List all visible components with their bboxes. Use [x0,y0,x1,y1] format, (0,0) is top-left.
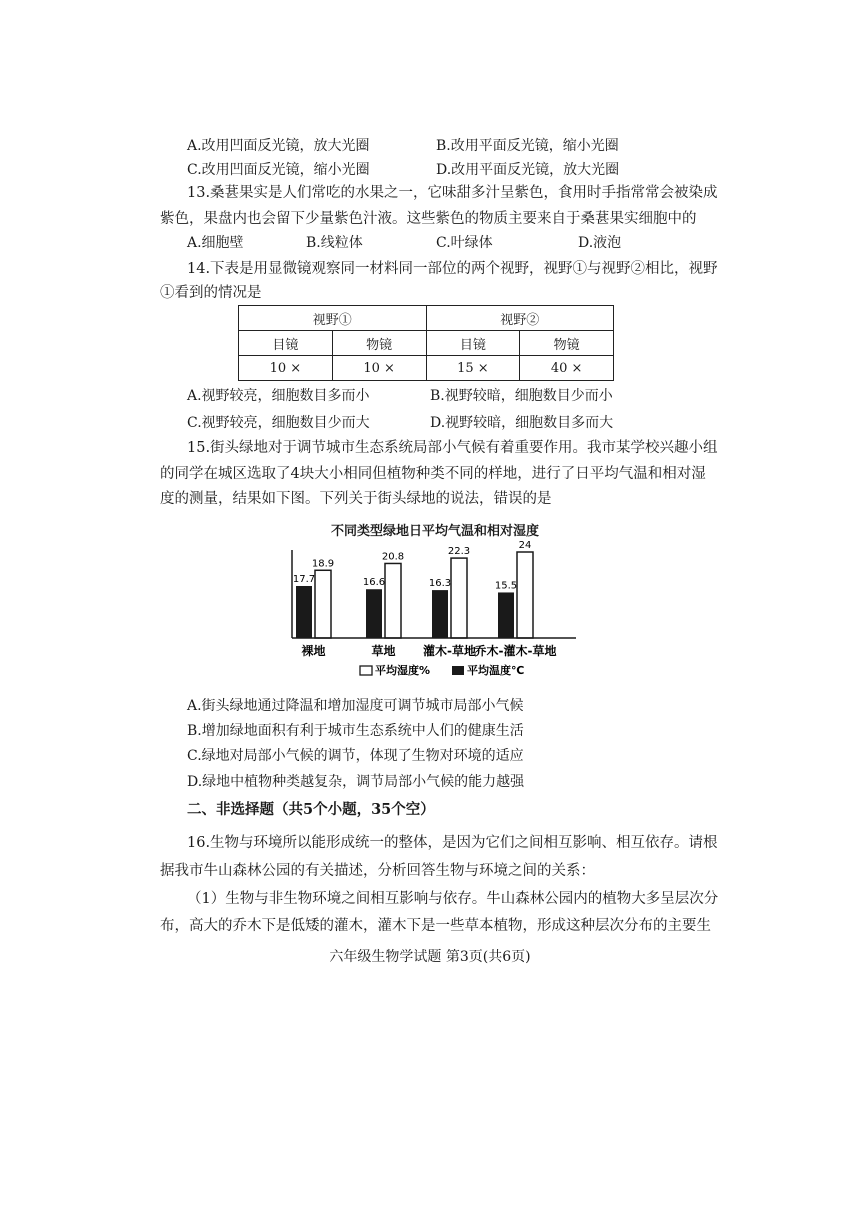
q15-line-2: 的同学在城区选取了4块大小相同但植物种类不同的样地，进行了日平均气温和相对湿 [160,466,706,482]
bar-humidity [315,570,331,638]
data-label-humidity: 20.8 [381,551,405,563]
q16-line-1: 16.生物与环境所以能形成统一的整体，是因为它们之间相互影响、相互依存。请根 [187,835,718,851]
page-footer: 六年级生物学试题 第3页(共6页) [329,949,531,965]
q16-line-4: 布，高大的乔木下是低矮的灌木，灌木下是一些草本植物，形成这种层次分布的主要生 [160,918,711,934]
x-tick-label: 草地 [371,644,396,658]
q14-option-d: D.视野较暗，细胞数目多而大 [430,415,614,431]
table-cell-v1-eyepiece: 10 × [239,356,333,381]
q15-line-1: 15.街头绿地对于调节城市生态系统局部小气候有着重要作用。我市某学校兴趣小组 [187,440,718,456]
q14-option-b: B.视野较暗，细胞数目少而小 [430,388,613,404]
data-label-humidity: 18.9 [311,558,335,570]
q13-option-a: A.细胞壁 [187,235,244,251]
x-tick-label: 裸地 [301,644,326,658]
x-tick-label: 灌木-草地 [423,644,476,658]
chart-category-labels [301,643,556,658]
q16-line-2: 据我市牛山森林公园的有关描述，分析回答生物与环境之间的关系： [160,863,595,879]
q14-line-1: 14.下表是用显微镜观察同一材料同一部位的两个视野，视野①与视野②相比，视野 [187,261,718,277]
bar-humidity [517,552,533,638]
q13-option-d: D.液泡 [578,235,622,251]
q15-option-a: A.街头绿地通过降温和增加湿度可调节城市局部小气候 [187,698,524,714]
q14-option-c: C.视野较亮，细胞数目少而大 [187,415,370,431]
table-cell-eyepiece-1: 目镜 [239,331,333,356]
q12-option-b: B.改用平面反光镜，缩小光圈 [436,138,619,154]
q15-option-c: C.绿地对局部小气候的调节，体现了生物对环境的适应 [187,748,524,764]
climate-bar-chart [280,540,580,680]
table-cell-v2-objective: 40 × [520,356,614,381]
q13-line-1: 13.桑葚果实是人们常吃的水果之一，它味甜多汁呈紫色，食用时手指常常会被染成 [187,185,718,201]
q13-option-c: C.叶绿体 [436,235,493,251]
q16-line-3: （1）生物与非生物环境之间相互影响与依存。牛山森林公园内的植物大多呈层次分 [187,891,719,907]
table-cell-v2-eyepiece: 15 × [426,356,520,381]
legend-swatch-humidity [360,666,372,675]
q13-option-b: B.线粒体 [306,235,363,251]
data-label-temperature: 17.7 [292,573,316,585]
q14-line-2: ①看到的情况是 [160,285,262,301]
q14-option-a: A.视野较亮，细胞数目多而小 [187,388,370,404]
q15-option-b: B.增加绿地面积有利于城市生态系统中人们的健康生活 [187,723,524,739]
bar-humidity [385,563,401,638]
q15-option-d: D.绿地中植物种类越复杂，调节局部小气候的能力越强 [187,774,525,790]
chart-title: 不同类型绿地日平均气温和相对湿度 [330,524,539,539]
x-tick-label: 乔木-灌木-草地 [474,644,557,658]
bar-temperature [366,589,382,638]
q12-option-d: D.改用平面反光镜，放大光圈 [436,162,620,178]
q12-option-c: C.改用凹面反光镜，缩小光圈 [187,162,370,178]
magnification-table [238,305,614,381]
q13-line-2: 紫色，果盘内也会留下少量紫色汁液。这些紫色的物质主要来自于桑葚果实细胞中的 [160,211,697,227]
legend-label-temperature: 平均温度℃ [467,664,525,677]
table-header-view2: 视野② [426,306,614,331]
data-label-temperature: 16.3 [428,578,452,590]
bar-humidity [451,558,467,638]
data-label-temperature: 15.5 [494,580,518,592]
chart-legend [360,663,524,677]
q15-line-3: 度的测量，结果如下图。下列关于街头绿地的说法，错误的是 [160,491,552,507]
table-cell-objective-1: 物镜 [332,331,426,356]
data-label-humidity: 22.3 [447,546,471,558]
bar-temperature [296,586,312,638]
table-cell-objective-2: 物镜 [520,331,614,356]
legend-label-humidity: 平均湿度% [375,664,431,677]
table-cell-v1-objective: 10 × [332,356,426,381]
data-label-humidity: 24 [518,540,532,551]
data-label-temperature: 16.6 [362,577,386,589]
q12-option-a: A.改用凹面反光镜，放大光圈 [187,138,370,154]
section-2-heading: 二、非选择题（共5个小题，35个空） [187,801,435,818]
chart-bars-group [293,540,533,638]
legend-swatch-temperature [452,666,464,675]
table-header-view1: 视野① [239,306,427,331]
bar-temperature [432,590,448,638]
bar-temperature [498,592,514,638]
table-cell-eyepiece-2: 目镜 [426,331,520,356]
